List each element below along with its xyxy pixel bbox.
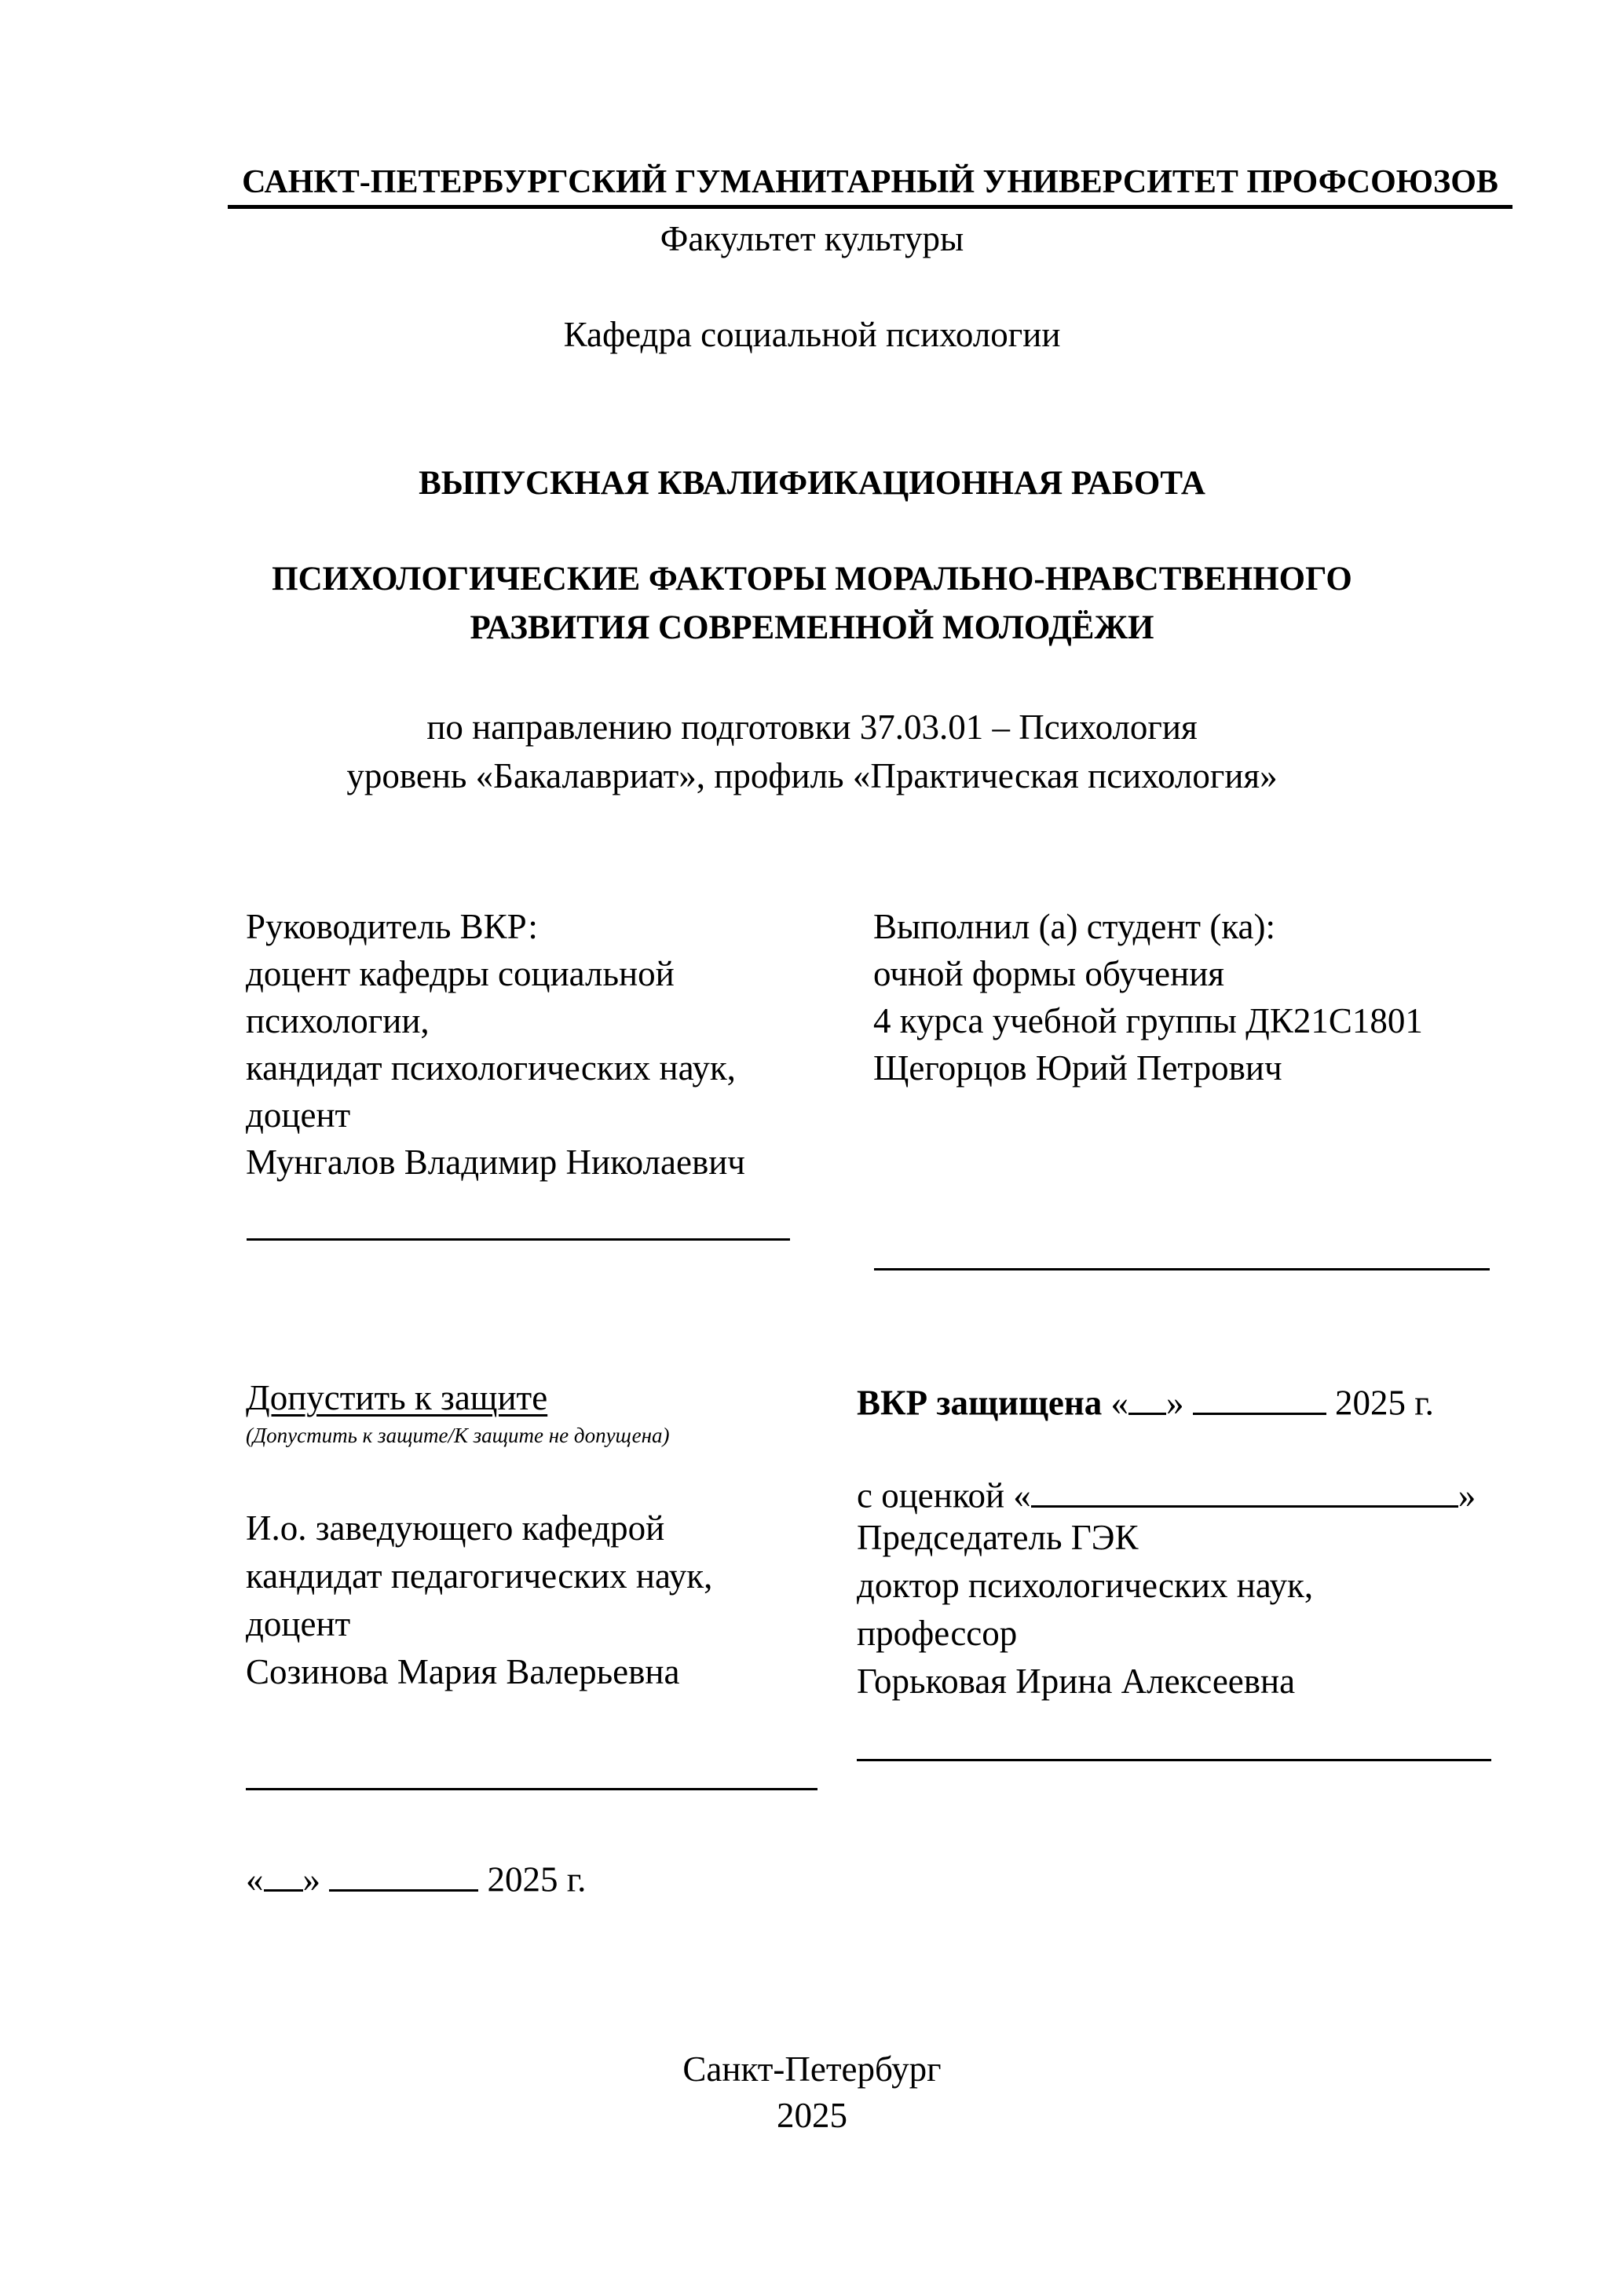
header-rule: [228, 205, 1512, 209]
work-type-title: ВЫПУСКНАЯ КВАЛИФИКАЦИОННАЯ РАБОТА: [419, 465, 1205, 502]
defense-date-row: ВКР защищена « » 2025 г.: [857, 1380, 1434, 1421]
admission-month-blank[interactable]: [329, 1857, 478, 1892]
department-name: Кафедра социальной психологии: [563, 315, 1061, 354]
supervisor-line: психологии,: [246, 1001, 430, 1040]
student-signature-line[interactable]: [874, 1268, 1490, 1270]
commission-chair-name: Горьковая Ирина Алексеевна: [857, 1662, 1296, 1701]
direction-text: по направлению подготовки 37.03.01 – Психология: [426, 707, 1198, 747]
supervisor-line: кандидат психологических наук,: [246, 1048, 736, 1088]
student-name: Щегорцов Юрий Петрович: [873, 1048, 1282, 1088]
department-head-line: И.о. заведующего кафедрой: [246, 1508, 665, 1548]
admission-date: « » 2025 г.: [246, 1857, 586, 1898]
admission-note: (Допустить к защите/К защите не допущена): [246, 1424, 670, 1447]
supervisor-block: [246, 903, 745, 1186]
level-profile-text: уровень «Бакалавриат», профиль «Практическая психология»: [346, 756, 1278, 795]
supervisor-line: доцент: [246, 1095, 351, 1135]
admission-day-blank[interactable]: [264, 1857, 303, 1892]
student-block: [873, 903, 1423, 1091]
department-head-line: доцент: [246, 1604, 351, 1643]
defense-day-blank[interactable]: [1128, 1380, 1166, 1415]
department-head-block: [246, 1504, 712, 1696]
department-head-line: кандидат педагогических наук,: [246, 1556, 713, 1596]
faculty-name: Факультет культуры: [660, 219, 964, 258]
department-head-name: Созинова Мария Валерьевна: [246, 1652, 680, 1691]
commission-chair-line: Председатель ГЭК: [857, 1518, 1139, 1557]
admission-label: Допустить к защите: [246, 1378, 548, 1417]
university-name: САНКТ-ПЕТЕРБУРГСКИЙ ГУМАНИТАРНЫЙ УНИВЕРСИТЕТ ПРОФСОЮЗОВ: [242, 164, 1498, 200]
topic-title-line-2: РАЗВИТИЯ СОВРЕМЕННОЙ МОЛОДЁЖИ: [470, 609, 1154, 646]
defense-month-blank[interactable]: [1193, 1380, 1326, 1415]
department-head-signature-line[interactable]: [246, 1788, 817, 1790]
city: Санкт-Петербург: [682, 2049, 942, 2089]
student-line: очной формы обучения: [873, 954, 1224, 993]
commission-chair-line: профессор: [857, 1614, 1018, 1653]
commission-chair-signature-line[interactable]: [857, 1759, 1491, 1761]
commission-chair-block: [857, 1514, 1313, 1706]
supervisor-signature-line[interactable]: [247, 1238, 790, 1241]
topic-title-line-1: ПСИХОЛОГИЧЕСКИЕ ФАКТОРЫ МОРАЛЬНО-НРАВСТВЕННОГО: [272, 561, 1352, 598]
defense-grade-row: с оценкой « »: [857, 1473, 1476, 1514]
defense-grade-blank[interactable]: [1031, 1473, 1458, 1508]
supervisor-line: доцент кафедры социальной: [246, 954, 675, 993]
student-line: 4 курса учебной группы ДК21С1801: [873, 1001, 1423, 1040]
supervisor-name: Мунгалов Владимир Николаевич: [246, 1143, 745, 1182]
defense-label: ВКР защищена: [857, 1383, 1103, 1423]
year: 2025: [777, 2096, 847, 2135]
student-label: Выполнил (а) студент (ка):: [873, 907, 1275, 946]
supervisor-label: Руководитель ВКР:: [246, 907, 538, 946]
commission-chair-line: доктор психологических наук,: [857, 1566, 1314, 1605]
